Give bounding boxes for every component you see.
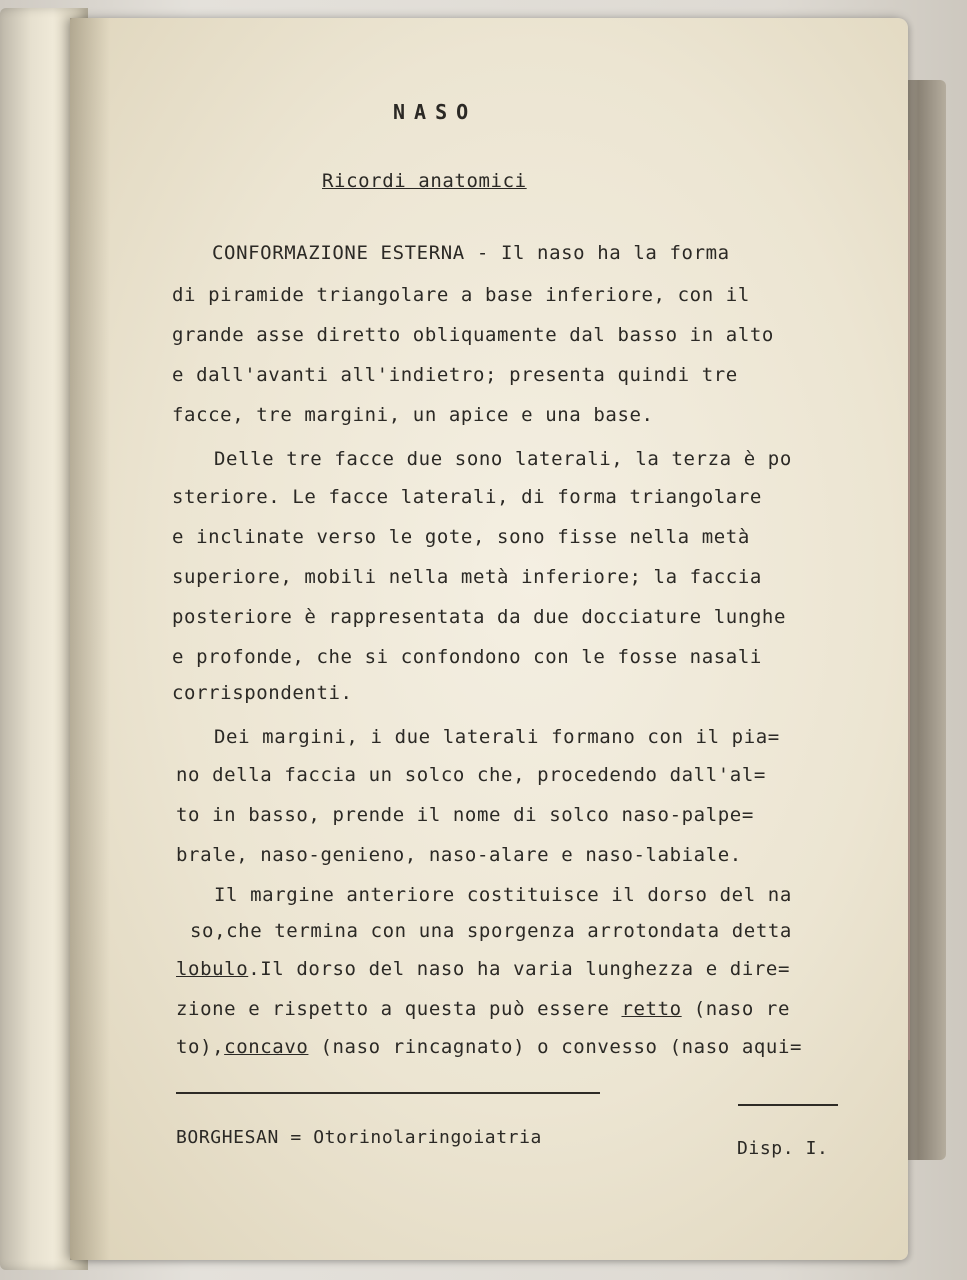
- paragraph-line: [176, 998, 790, 1020]
- text-fragment: (naso rincagnato) o convesso (naso aqui=: [308, 1036, 803, 1058]
- footer-course-title: BORGHESAN = Otorinolaringoiatria: [176, 1127, 542, 1148]
- paragraph-line: di piramide triangolare a base inferiore, con il: [172, 284, 750, 306]
- footer-page-number: Disp. I.: [737, 1138, 829, 1159]
- paragraph-line: superiore, mobili nella metà inferiore; la faccia: [172, 566, 762, 588]
- paragraph-line: no della faccia un solco che, procedendo dall'al=: [176, 764, 766, 786]
- paragraph-line: facce, tre margini, un apice e una base.: [172, 404, 654, 426]
- underlined-term: retto: [621, 998, 682, 1020]
- paragraph-line: [212, 242, 730, 264]
- book-page: [70, 18, 908, 1260]
- underlined-term: lobulo: [176, 958, 249, 980]
- section-heading: CONFORMAZIONE ESTERNA: [212, 242, 465, 264]
- paragraph-line: grande asse diretto obliquamente dal basso in alto: [172, 324, 774, 346]
- paragraph-line: Delle tre facce due sono laterali, la terza è po: [214, 448, 792, 470]
- footer-rule-right: [738, 1104, 838, 1106]
- paragraph-line: to in basso, prende il nome di solco naso-palpe=: [176, 804, 754, 826]
- gutter-shadow: [70, 18, 110, 1260]
- text-fragment: to),: [176, 1036, 225, 1058]
- paragraph-line: corrispondenti.: [172, 682, 353, 704]
- text-fragment: - Il naso ha la forma: [464, 242, 730, 264]
- paragraph-line: e dall'avanti all'indietro; presenta quindi tre: [172, 364, 738, 386]
- paragraph-line: e inclinate verso le gote, sono fisse nella metà: [172, 526, 750, 548]
- paragraph-line: brale, naso-genieno, naso-alare e naso-labiale.: [176, 844, 742, 866]
- paragraph-line: posteriore è rappresentata da due docciature lunghe: [172, 606, 786, 628]
- text-fragment: .Il dorso del naso ha varia lunghezza e dire=: [248, 958, 790, 980]
- text-fragment: (naso re: [681, 998, 791, 1020]
- paragraph-line: [176, 958, 790, 980]
- paragraph-line: Dei margini, i due laterali formano con il pia=: [214, 726, 780, 748]
- underlined-term: concavo: [224, 1036, 309, 1058]
- footer-rule-left: [176, 1092, 600, 1094]
- paragraph-line: Il margine anteriore costituisce il dorso del na: [214, 884, 792, 906]
- paragraph-line: e profonde, che si confondono con le fosse nasali: [172, 646, 762, 668]
- text-fragment: zione e rispetto a questa può essere: [176, 998, 622, 1020]
- paragraph-line: so,che termina con una sporgenza arrotondata detta: [190, 920, 792, 942]
- paragraph-line: [176, 1036, 802, 1058]
- page-title: NASO: [393, 100, 478, 124]
- section-subtitle: Ricordi anatomici: [322, 170, 527, 192]
- paragraph-line: steriore. Le facce laterali, di forma triangolare: [172, 486, 762, 508]
